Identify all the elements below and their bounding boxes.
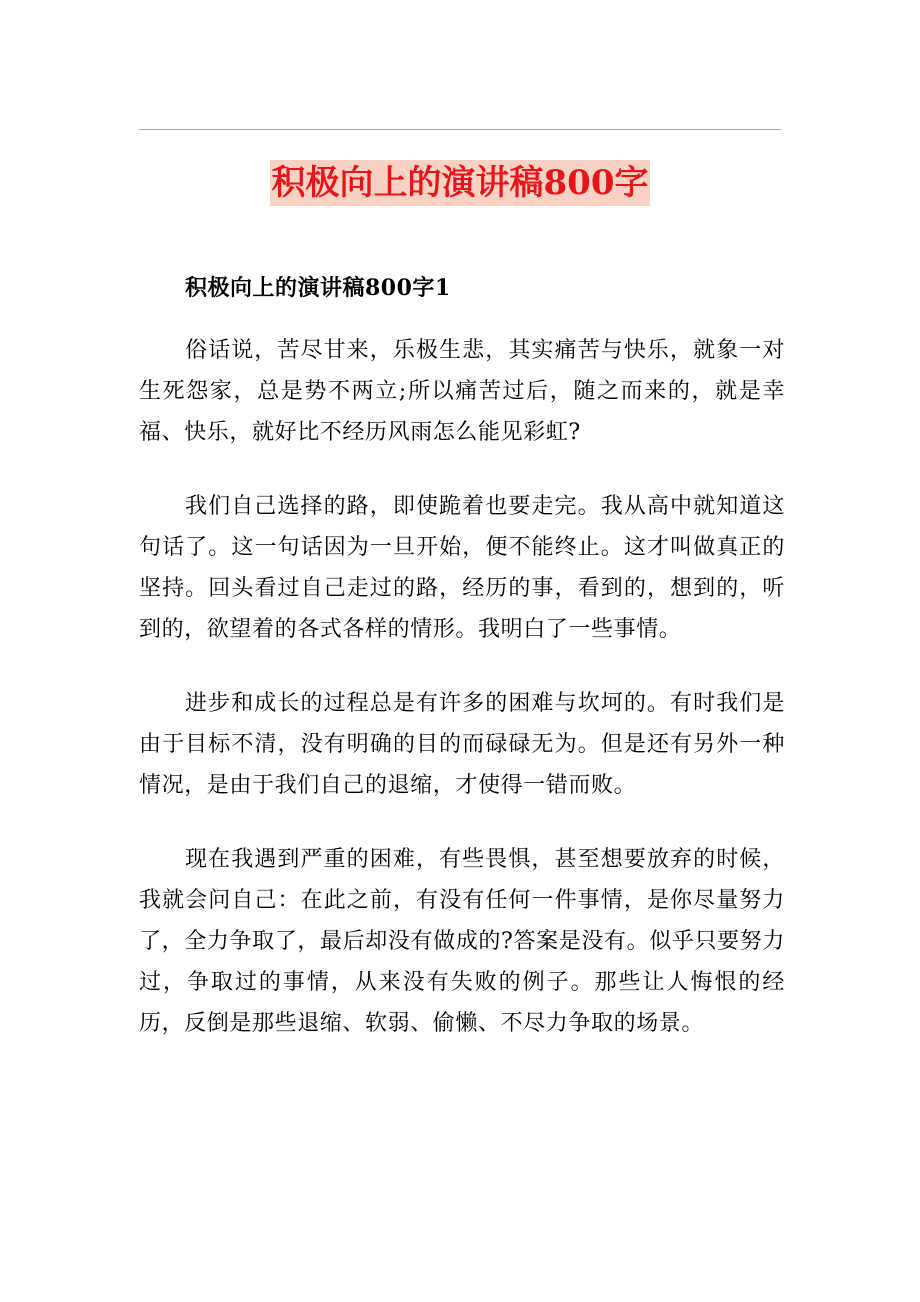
section-heading: 积极向上的演讲稿800字1 [185,275,451,301]
paragraph-3: 进步和成长的过程总是有许多的困难与坎坷的。有时我们是由于目标不清，没有明确的目的而碌碌无为。但是还有另外一种情况，是由于我们自己的退缩，才使得一错而败。 [139,691,785,798]
document-title: 积极向上的演讲稿800字 [270,160,651,206]
title-container [0,160,920,206]
document-body [139,268,785,1077]
paragraph-2: 我们自己选择的路，即使跪着也要走完。我从高中就知道这句话了。这一句话因为一旦开始，便不能终止。这才叫做真正的坚持。回头看过自己走过的路，经历的事，看到的，想到的，听到的，欲望着的各式各样的情形。我明白了一些事情。 [139,494,785,642]
header-rule [139,129,781,130]
paragraph-1: 俗话说，苦尽甘来，乐极生悲，其实痛苦与快乐，就象一对生死怨家，总是势不两立;所以痛苦过后，随之而来的，就是幸福、快乐，就好比不经历风雨怎么能见彩虹? [139,338,785,445]
paragraph-4: 现在我遇到严重的困难，有些畏惧，甚至想要放弃的时候，我就会问自己：在此之前，有没有任何一件事情，是你尽量努力了，全力争取了，最后却没有做成的?答案是没有。似乎只要努力过，争取过的事情，从来没有失败的例子。那些让人悔恨的经历，反倒是那些退缩、软弱、偷懒、不尽力争取的场景。 [139,847,785,1036]
